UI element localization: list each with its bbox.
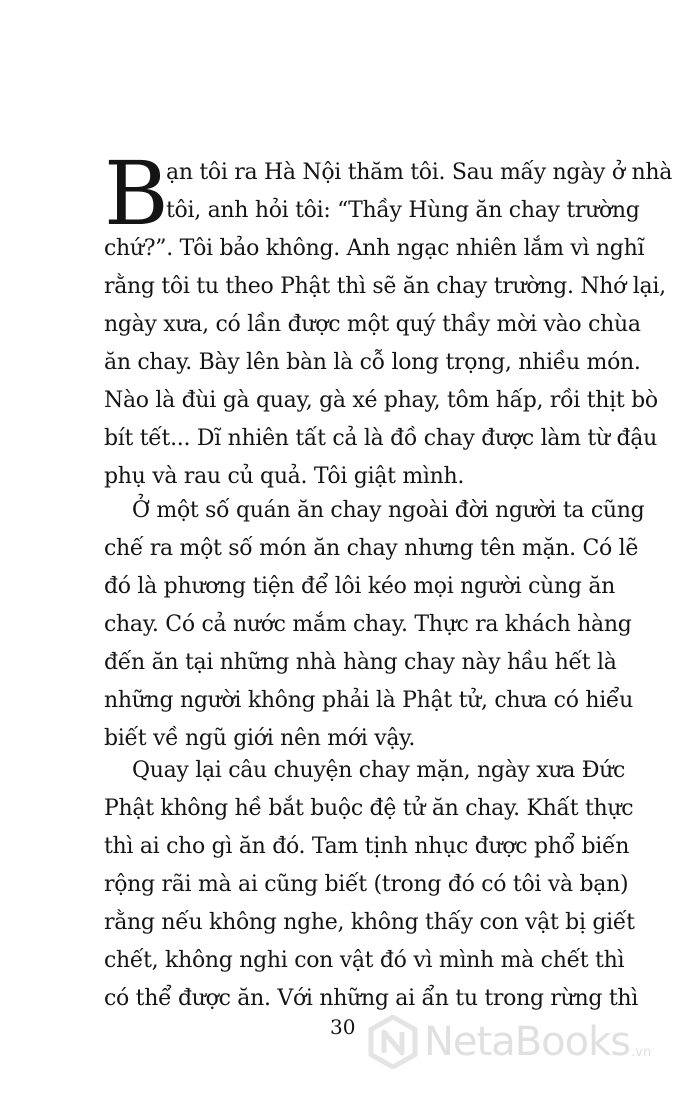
text-line: bít tết... Dĩ nhiên tất cả là đồ chay được làm từ đậu bbox=[104, 426, 657, 451]
drop-cap: B bbox=[104, 142, 169, 245]
text-line: Nào là đùi gà quay, gà xé phay, tôm hấp, rồi thịt bò bbox=[104, 388, 658, 413]
paragraph-2 bbox=[104, 492, 645, 758]
text-line: có thể được ăn. Với những ai ẩn tu trong rừng thì bbox=[104, 986, 639, 1011]
text-line: đó là phương tiện để lôi kéo mọi người cùng ăn bbox=[104, 574, 615, 599]
watermark-text: NetaBooks bbox=[424, 1019, 631, 1065]
text-line: chay. Có cả nước mắm chay. Thực ra khách hàng bbox=[104, 612, 632, 637]
text-line: chết, không nghi con vật đó vì mình mà chết thì bbox=[104, 948, 625, 973]
text-line: phụ và rau củ quả. Tôi giật mình. bbox=[104, 464, 465, 489]
text-line: ạn tôi ra Hà Nội thăm tôi. Sau mấy ngày ở nhà bbox=[166, 160, 673, 185]
paragraph-1 bbox=[104, 154, 673, 496]
text-line: Quay lại câu chuyện chay mặn, ngày xưa Đức bbox=[132, 758, 626, 783]
text-line: ngày xưa, có lần được một quý thầy mời vào chùa bbox=[104, 312, 641, 337]
page-number: 30 bbox=[330, 1015, 356, 1039]
text-line: chứ?”. Tôi bảo không. Anh ngạc nhiên lắm vì nghĩ bbox=[104, 236, 645, 261]
text-line: đến ăn tại những nhà hàng chay này hầu hết là bbox=[104, 650, 617, 675]
text-line: biết về ngũ giới nên mới vậy. bbox=[104, 726, 416, 751]
text-line: Phật không hề bắt buộc đệ tử ăn chay. Khất thực bbox=[104, 796, 634, 821]
text-line: tôi, anh hỏi tôi: “Thầy Hùng ăn chay trường bbox=[166, 198, 640, 223]
watermark-suffix: .vn bbox=[631, 1045, 652, 1060]
text-line: Ở một số quán ăn chay ngoài đời người ta cũng bbox=[132, 498, 645, 523]
paragraph-3 bbox=[104, 752, 639, 1018]
text-line: những người không phải là Phật tử, chưa có hiểu bbox=[104, 688, 634, 713]
text-line: chế ra một số món ăn chay nhưng tên mặn. Có lẽ bbox=[104, 536, 639, 561]
text-line: rộng rãi mà ai cũng biết (trong đó có tôi và bạn) bbox=[104, 872, 629, 897]
text-line: rằng tôi tu theo Phật thì sẽ ăn chay trường. Nhớ lại, bbox=[104, 274, 666, 299]
watermark bbox=[366, 1012, 651, 1072]
netabooks-logo-icon bbox=[366, 1015, 420, 1069]
text-line: ăn chay. Bày lên bàn là cỗ long trọng, nhiều món. bbox=[104, 350, 641, 375]
text-line: thì ai cho gì ăn đó. Tam tịnh nhục được phổ biến bbox=[104, 834, 630, 859]
text-line: rằng nếu không nghe, không thấy con vật bị giết bbox=[104, 910, 635, 935]
